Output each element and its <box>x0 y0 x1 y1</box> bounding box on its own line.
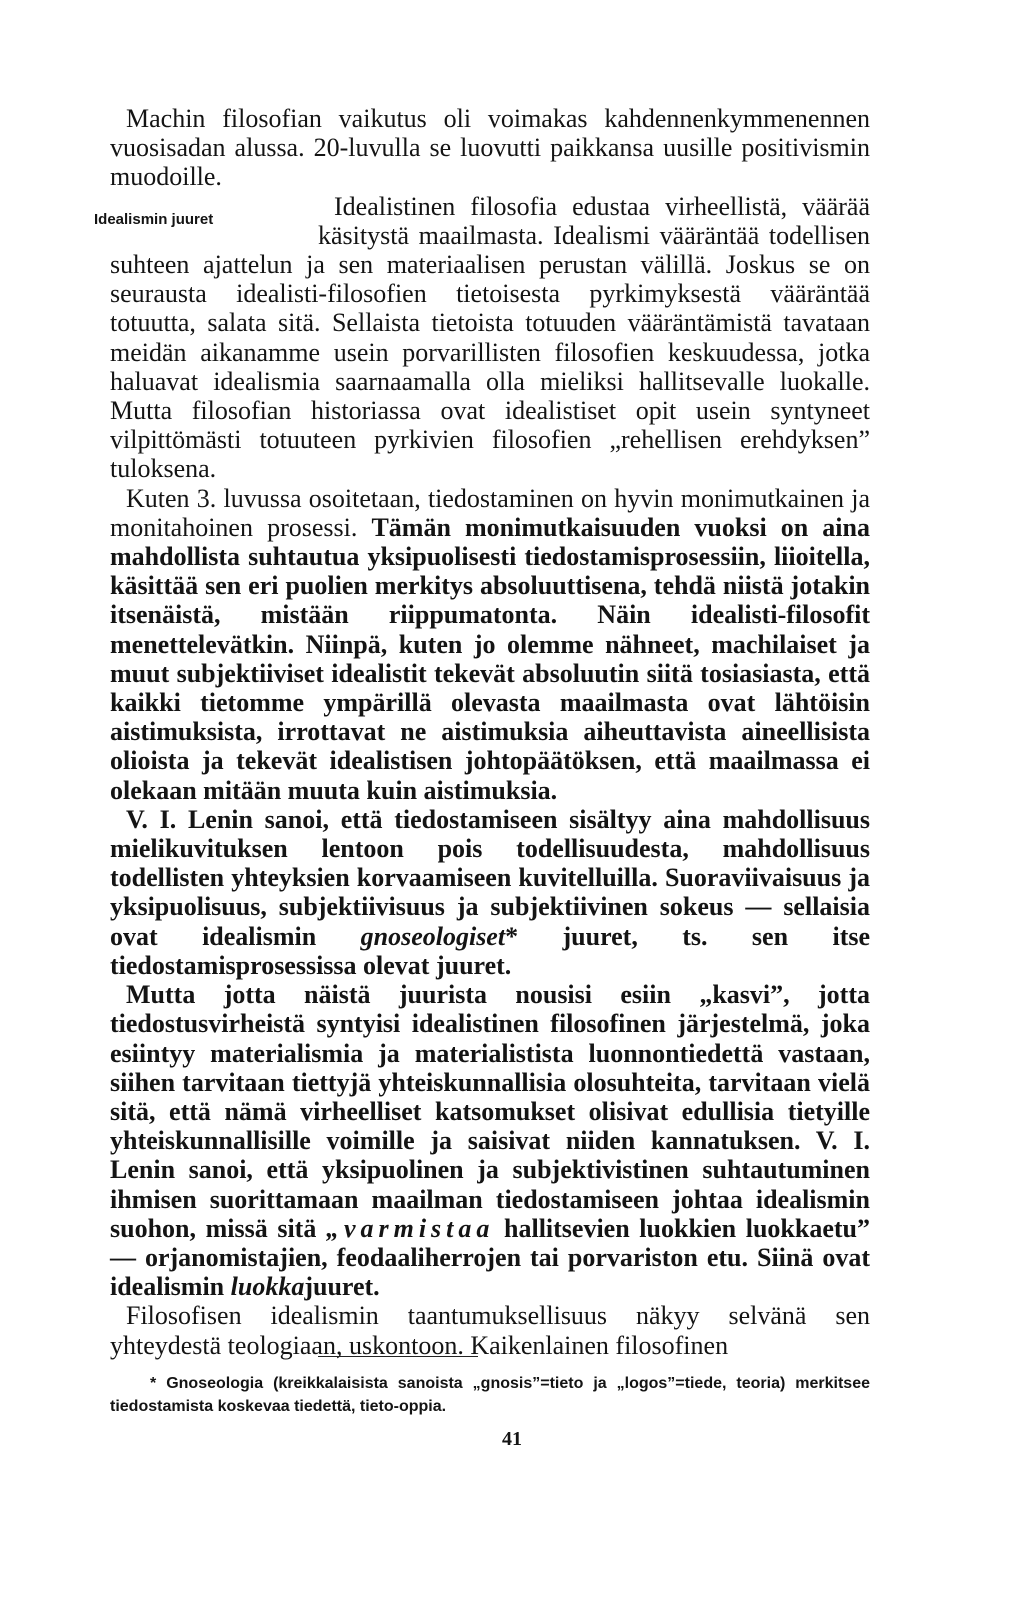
paragraph-3-text-b: Tämän monimutkaisuuden vuoksi on aina mahdollista suhtautua yksipuolisesti tiedostamisprosessiin, liioitella, käsittää sen eri puolien merkitys absoluuttisena, tehdä niistä jotakin itsenäistä, mistään riippumatonta. Näin idealisti-filosofit menettelevätkin. Niinpä, kuten jo olemme nähneet, machilaiset ja muut subjektiiviset idealistit tekevät absoluutin siitä tosiasiasta, että kaikki tietomme ympärillä olevasta maailmasta ovat lähtöisin aistimuksista, irrottavat ne aistimuksia aiheuttavista aineellisista olioista ja tekevät idealistisen johtopäätöksen, että maailmassa ei olekaan mitään muuta kuin aistimuksia. <box>110 512 870 805</box>
paragraph-6-text: Filosofisen idealismin taantumuksellisuus näkyy selvänä sen yhteydestä teologiaan, uskontoon. Kaikenlainen filosofinen <box>110 1301 870 1360</box>
paragraph-4-emphasis: gnoseologiset <box>360 921 506 951</box>
paragraph-1 <box>110 104 870 192</box>
paragraph-5-spaced-emphasis: „varmistaa <box>325 1213 495 1243</box>
paragraph-5-text-c: juuret. <box>304 1272 380 1302</box>
paragraph-6 <box>110 1301 870 1359</box>
paragraph-5-emphasis: luokka <box>230 1272 305 1302</box>
paragraph-3-text-a: Kuten 3. luvussa osoitetaan, tiedostaminen on hyvin monimutkainen ja monitahoinen prosessi. <box>110 483 870 542</box>
footnote: * Gnoseologia (kreikkalaisista sanoista „gnosis”=tieto ja „logos”=tiede, teoria) merkitsee tiedostamista koskevaa tiedettä, tieto-oppia. <box>110 1375 870 1415</box>
paragraph-2-text: Idealistinen filosofia edustaa virheellistä, väärää käsitystä maailmasta. Idealismi vääräntää todellisen suhteen ajattelun ja sen materiaalisen perustan välillä. Joskus se on seurausta idealisti-filosofien tietoisesta pyrkimyksestä vääräntää totuutta, salata sitä. Sellaista tietoista totuuden vääräntämistä tavataan meidän aikanamme usein porvarillisten filosofien keskuudessa, jotka haluavat idealismia saarnaamalla olla mieliksi hallitsevalle luokalle. Mutta filosofian historiassa ovat idealistiset opit usein syntyneet vilpittömästi totuuteen pyrkivien filosofien „rehellisen erehdyksen” tuloksena. <box>110 191 870 484</box>
footnote-divider <box>318 1356 478 1357</box>
paragraph-1-text: Machin filosofian vaikutus oli voimakas kahdennenkymmenennen vuosisadan alussa. 20-luvulla se luovutti paikkansa uusille positivismin muodoille. <box>110 104 870 192</box>
paragraph-5-text-a: Mutta jotta näistä juurista nousisi esiin „kasvi”, jotta tiedostusvirheistä syntyisi idealistinen filosofinen järjestelmä, joka esiintyy materialismia ja materialistista luonnontiedettä vastaan, siihen tarvitaan tiettyjä yhteiskunnallisia olosuhteita, tarvitaan vielä sitä, että nämä virheelliset katsomukset olisivat edullisia tietyille yhteiskunnallisille voimille ja saisivat niiden kannatuksen. V. I. Lenin sanoi, että yksipuolinen ja subjektivistinen suhtautuminen ihmisen suorittamaan maailman tiedostamiseen johtaa idealismin suohon, missä sitä <box>110 980 870 1243</box>
paragraph-4-text-b: * juuret, ts. sen itse tiedostamisprosessissa olevat juuret. <box>110 921 871 980</box>
paragraph-5 <box>110 980 870 1301</box>
paragraph-4 <box>110 805 870 980</box>
page-body <box>94 104 871 1360</box>
paragraph-3 <box>110 484 870 805</box>
paragraph-2 <box>94 191 870 484</box>
paragraph-5-text-b: hallitsevien luokkien luokkaetu” — orjanomistajien, feodaaliherrojen tai porvariston etu. Siinä ovat idealismin <box>110 1213 870 1302</box>
page-number: 41 <box>502 1428 522 1450</box>
paragraph-4-text-a: V. I. Lenin sanoi, että tiedostamiseen sisältyy aina mahdollisuus mielikuvituksen lentoon pois todellisuudesta, mahdollisuus todellisten yhteyksien korvaamiseen kuvitelluilla. Suoraviivaisuus ja yksipuolisuus, subjektiivisuus ja subjektiivinen sokeus — sellaisia ovat idealismin <box>110 804 870 951</box>
margin-note: Idealismin juuret <box>94 210 214 228</box>
